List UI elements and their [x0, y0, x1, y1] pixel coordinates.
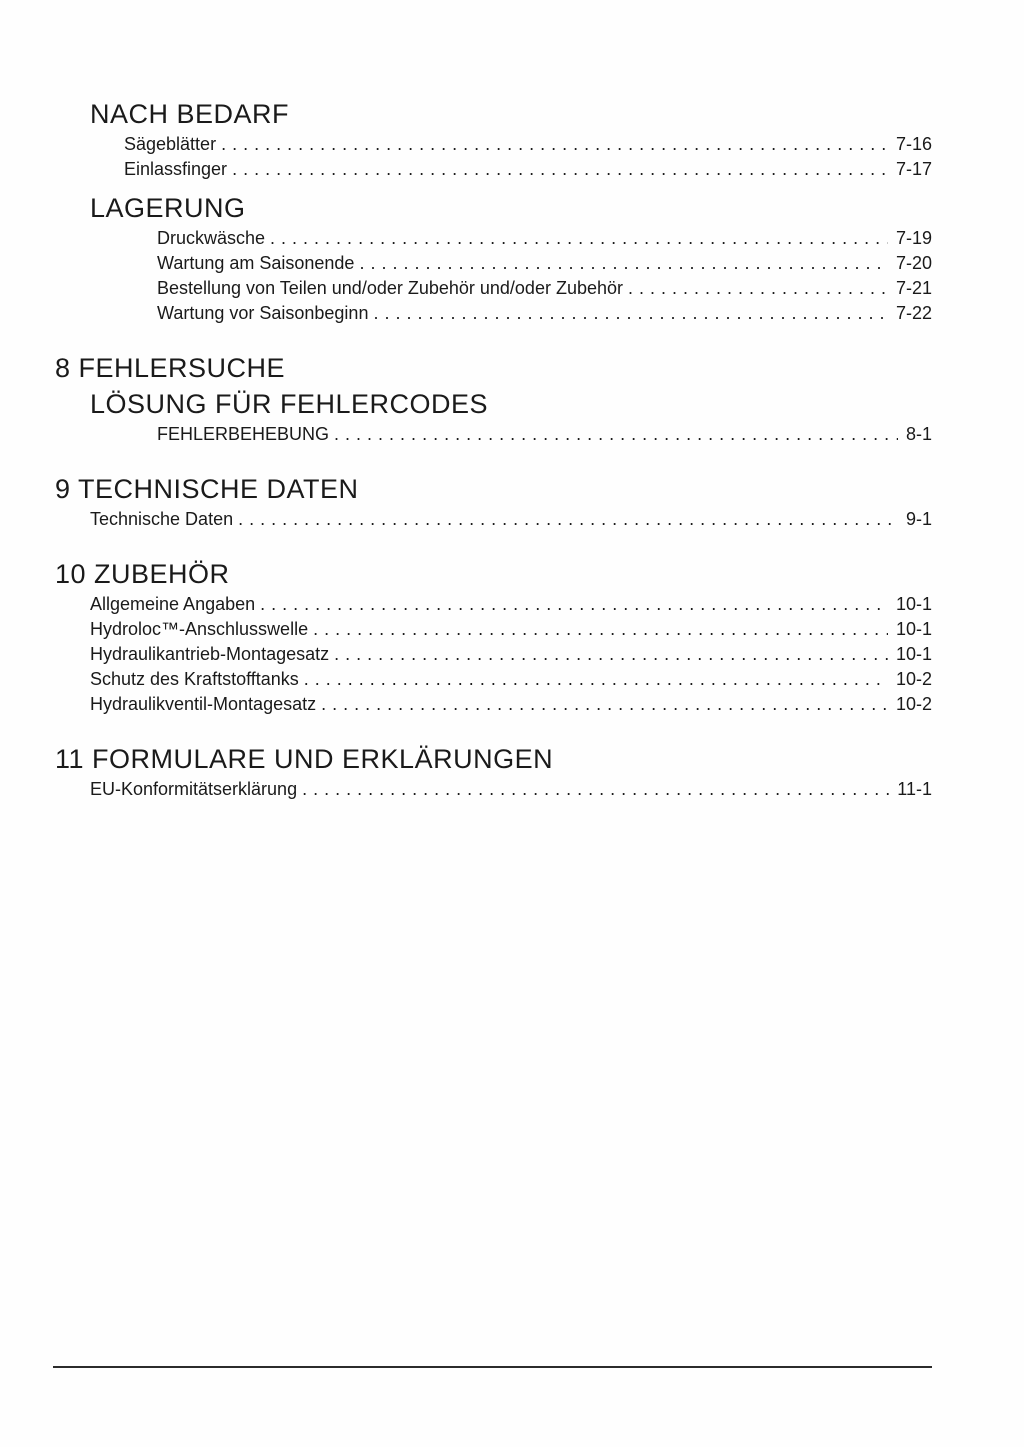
toc-entry-row	[157, 422, 932, 447]
toc-entry-label: Sägeblätter	[124, 134, 217, 154]
toc-entry-label: Wartung am Saisonende	[157, 253, 355, 273]
toc-entry-row	[157, 276, 932, 301]
toc-leader-dots	[270, 226, 888, 251]
toc-leader-dots	[304, 667, 888, 692]
toc-entry-label: Hydroloc™-Anschlusswelle	[90, 619, 309, 639]
toc-leader-dots	[260, 592, 888, 617]
toc-entry-label: Wartung vor Saisonbeginn	[157, 303, 369, 323]
toc-leader-dots	[334, 642, 888, 667]
toc-entry-row	[157, 251, 932, 276]
toc-entry-page-number: 7-20	[895, 253, 932, 273]
toc-leader-dots	[359, 251, 888, 276]
toc-entry-row	[90, 642, 932, 667]
toc-entry-label: Technische Daten	[90, 509, 234, 529]
toc-leader-dots	[302, 777, 889, 802]
toc-entry-row	[124, 132, 932, 157]
toc-entry-page-number: 7-21	[895, 278, 932, 298]
toc-entry-label: Einlassfinger	[124, 159, 228, 179]
toc-entry-page-number: 10-2	[895, 669, 932, 689]
toc-entry-page-number: 8-1	[905, 424, 932, 444]
toc-entry-label: Druckwäsche	[157, 228, 266, 248]
toc-entry-page-number: 11-1	[897, 779, 932, 799]
toc-entry-row	[90, 507, 932, 532]
toc-entry-label: Hydraulikantrieb-Montagesatz	[90, 644, 330, 664]
toc-leader-dots	[238, 507, 898, 532]
toc-entry-page-number: 7-16	[895, 134, 932, 154]
toc-section-heading: LAGERUNG	[90, 193, 246, 223]
toc-leader-dots	[628, 276, 888, 301]
toc-entry-label: EU-Konformitätserklärung	[90, 779, 298, 799]
toc-leader-dots	[313, 617, 888, 642]
toc-section-heading: LÖSUNG FÜR FEHLERCODES	[90, 389, 489, 419]
toc-entry-page-number: 10-2	[895, 694, 932, 714]
toc-entry-page-number: 7-19	[895, 228, 932, 248]
toc-entry-page-number: 7-17	[895, 159, 932, 179]
toc-entry-page-number: 10-1	[895, 619, 932, 639]
toc-leader-dots	[232, 157, 888, 182]
toc-section-heading: NACH BEDARF	[90, 99, 290, 129]
toc-entry-page-number: 9-1	[905, 509, 932, 529]
toc-entry-label: Hydraulikventil-Montagesatz	[90, 694, 317, 714]
toc-entry-row	[124, 157, 932, 182]
toc-leader-dots	[373, 301, 888, 326]
toc-entry-row	[90, 777, 932, 802]
toc-leader-dots	[321, 692, 888, 717]
toc-entry-row	[90, 617, 932, 642]
toc-chapter-heading: 11 FORMULARE UND ERKLÄRUNGEN	[55, 744, 554, 774]
toc-leader-dots	[221, 132, 888, 157]
toc-entry-page-number: 7-22	[895, 303, 932, 323]
toc-chapter-heading: 8 FEHLERSUCHE	[55, 353, 286, 383]
toc-entry-row	[90, 692, 932, 717]
toc-entry-row	[90, 592, 932, 617]
toc-entry-row	[157, 301, 932, 326]
toc-entry-label: Bestellung von Teilen und/oder Zubehör und/oder Zubehör	[157, 278, 623, 298]
table-of-contents	[0, 98, 932, 802]
toc-entry-label: FEHLERBEHEBUNG	[157, 424, 330, 444]
toc-entry-row	[157, 226, 932, 251]
toc-entry-label: Schutz des Kraftstofftanks	[90, 669, 299, 689]
toc-leader-dots	[334, 422, 898, 447]
toc-entry-page-number: 10-1	[895, 644, 932, 664]
toc-entry-page-number: 10-1	[895, 594, 932, 614]
toc-chapter-heading: 9 TECHNISCHE DATEN	[55, 474, 359, 504]
toc-chapter-heading: 10 ZUBEHÖR	[55, 559, 230, 589]
toc-entry-label: Allgemeine Angaben	[90, 594, 256, 614]
toc-entry-row	[90, 667, 932, 692]
page-bottom-divider	[53, 1366, 932, 1368]
